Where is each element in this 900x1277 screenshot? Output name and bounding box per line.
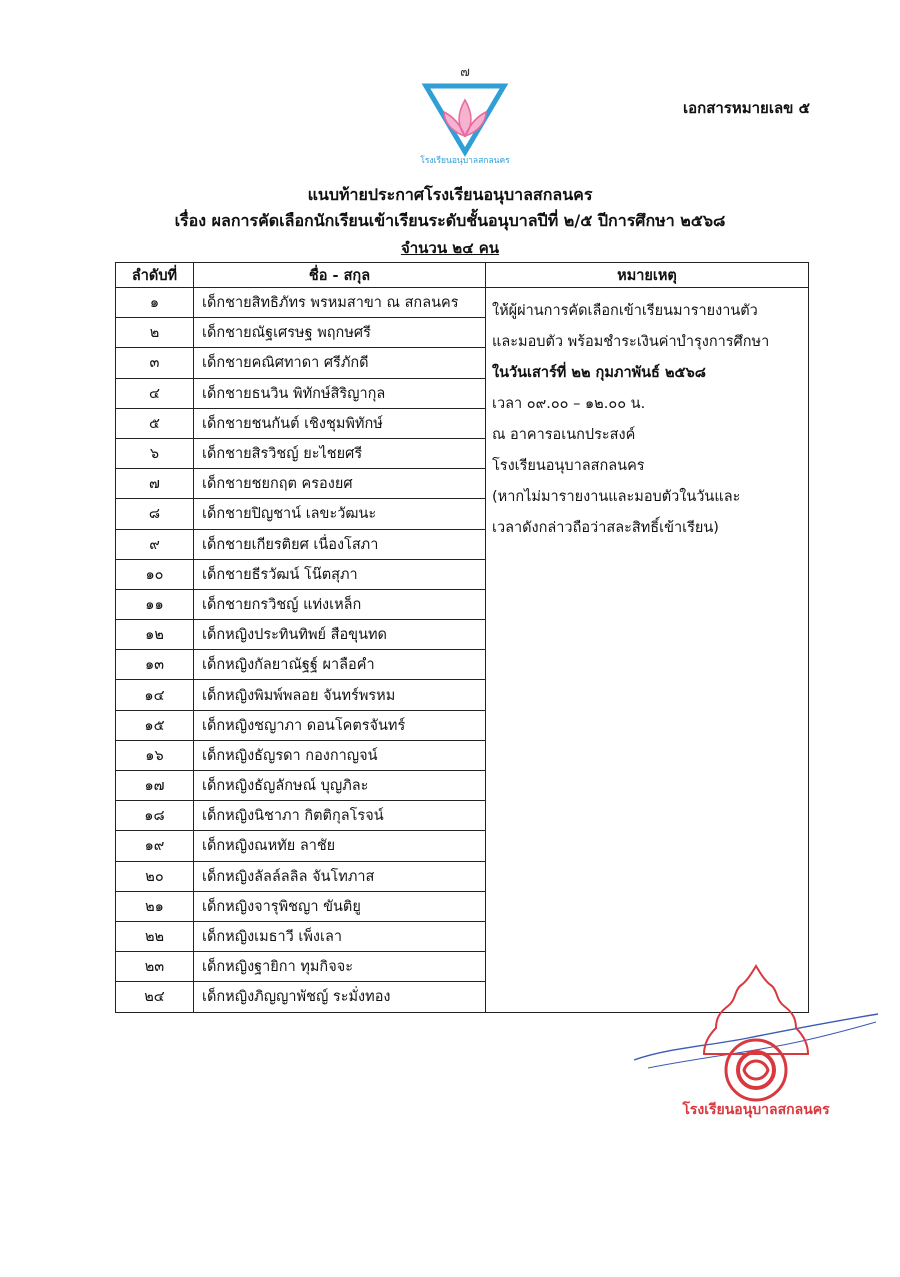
school-logo (422, 60, 508, 170)
student-name: เด็กชายชยกฤต ครองยศ (194, 469, 486, 499)
student-name: เด็กหญิงชญาภา ดอนโคตรจันทร์ (194, 710, 486, 740)
seal-text: โรงเรียนอนุบาลสกลนคร (682, 1102, 830, 1118)
student-name: เด็กชายณัฐเศรษฐ พฤกษศรี (194, 318, 486, 348)
student-name: เด็กชายปิญชาน์ เลขะวัฒนะ (194, 499, 486, 529)
student-name: เด็กหญิงภิญญาพัชญ์ ระมั่งทอง (194, 982, 486, 1012)
row-number: ๑๑ (116, 589, 194, 619)
row-number: ๙ (116, 529, 194, 559)
remark-cell (486, 288, 809, 1013)
row-number: ๑๒ (116, 620, 194, 650)
remark-line: และมอบตัว พร้อมชำระเงินค่าบำรุงการศึกษา (492, 334, 770, 350)
row-number: ๒๑ (116, 891, 194, 921)
remark-line: ให้ผู้ผ่านการคัดเลือกเข้าเรียนมารายงานตัว (492, 303, 758, 319)
student-name: เด็กหญิงพิมพ์พลอย จันทร์พรหม (194, 680, 486, 710)
row-number: ๒๒ (116, 921, 194, 951)
student-name: เด็กชายสิทธิภัทร พรหมสาขา ณ สกลนคร (194, 288, 486, 318)
school-seal-stamp (682, 962, 830, 1120)
student-name: เด็กหญิงกัลยาณัฐฐ์ ผาลือคำ (194, 650, 486, 680)
row-number: ๔ (116, 378, 194, 408)
row-number: ๗ (116, 469, 194, 499)
student-count: จำนวน ๒๔ คน (400, 239, 500, 257)
row-number: ๑ (116, 288, 194, 318)
remark-school: โรงเรียนอนุบาลสกลนคร (492, 458, 645, 474)
row-number: ๕ (116, 408, 194, 438)
seal-emblem (726, 1040, 786, 1100)
results-table (115, 262, 809, 1013)
row-number: ๒๔ (116, 982, 194, 1012)
student-name: เด็กชายคณิศทาดา ศรีภักดี (194, 348, 486, 378)
row-number: ๒ (116, 318, 194, 348)
row-number: ๖ (116, 438, 194, 468)
student-name: เด็กหญิงลัลล์ลลิล จันโทภาส (194, 861, 486, 891)
title-line-1: แนบท้ายประกาศโรงเรียนอนุบาลสกลนคร (307, 185, 593, 204)
column-header-name: ชื่อ - สกุล (194, 263, 486, 288)
student-name: เด็กหญิงณหทัย ลาชัย (194, 831, 486, 861)
column-header-order: ลำดับที่ (116, 263, 194, 288)
student-name: เด็กหญิงธัญรดา กองกาญจน์ (194, 740, 486, 770)
row-number: ๑๙ (116, 831, 194, 861)
student-name: เด็กหญิงนิชาภา กิตติกุลโรจน์ (194, 801, 486, 831)
student-name: เด็กชายเกียรติยศ เนื่องโสภา (194, 529, 486, 559)
remark-time: เวลา ๐๙.๐๐ – ๑๒.๐๐ น. (492, 396, 646, 412)
row-number: ๑๗ (116, 771, 194, 801)
column-header-remark: หมายเหตุ (486, 263, 809, 288)
student-name: เด็กหญิงฐายิกา ทุมกิจจะ (194, 952, 486, 982)
row-number: ๑๘ (116, 801, 194, 831)
table-header-row (116, 263, 809, 288)
logo-text: โรงเรียนอนุบาลสกลนคร (420, 156, 510, 166)
row-number: ๑๓ (116, 650, 194, 680)
student-name: เด็กหญิงประทินทิพย์ สือขุนทด (194, 620, 486, 650)
student-name: เด็กชายสิรวิชญ์ ยะไชยศรี (194, 438, 486, 468)
remark-note: เวลาดังกล่าวถือว่าสละสิทธิ์เข้าเรียน) (492, 520, 719, 536)
row-number: ๑๐ (116, 559, 194, 589)
title-line-2: เรื่อง ผลการคัดเลือกนักเรียนเข้าเรียนระดับชั้นอนุบาลปีที่ ๒/๕ ปีการศึกษา ๒๕๖๘ (174, 211, 726, 230)
student-name: เด็กชายธีรวัฒน์ โน๊ตสุภา (194, 559, 486, 589)
remark-note: (หากไม่มารายงานและมอบตัวในวันและ (492, 489, 741, 505)
student-name: เด็กหญิงธัญลักษณ์ บุญภิละ (194, 771, 486, 801)
row-number: ๑๖ (116, 740, 194, 770)
row-number: ๑๔ (116, 680, 194, 710)
logo-number: ๗ (460, 65, 470, 80)
row-number: ๑๕ (116, 710, 194, 740)
row-number: ๒๐ (116, 861, 194, 891)
row-number: ๓ (116, 348, 194, 378)
student-name: เด็กชายกรวิชญ์ แท่งเหล็ก (194, 589, 486, 619)
student-name: เด็กหญิงเมธาวี เพ็งเลา (194, 921, 486, 951)
row-number: ๘ (116, 499, 194, 529)
student-name: เด็กชายธนวิน พิทักษ์สิริญากุล (194, 378, 486, 408)
student-name: เด็กชายชนกันต์ เชิงชุมพิทักษ์ (194, 408, 486, 438)
document-number: เอกสารหมายเลข ๕ (683, 99, 810, 117)
row-number: ๒๓ (116, 952, 194, 982)
table-row (116, 288, 809, 318)
remark-date: ในวันเสาร์ที่ ๒๒ กุมภาพันธ์ ๒๕๖๘ (492, 365, 706, 381)
remark-place: ณ อาคารอเนกประสงค์ (492, 427, 636, 443)
student-name: เด็กหญิงจารุพิชญา ขันติยู (194, 891, 486, 921)
